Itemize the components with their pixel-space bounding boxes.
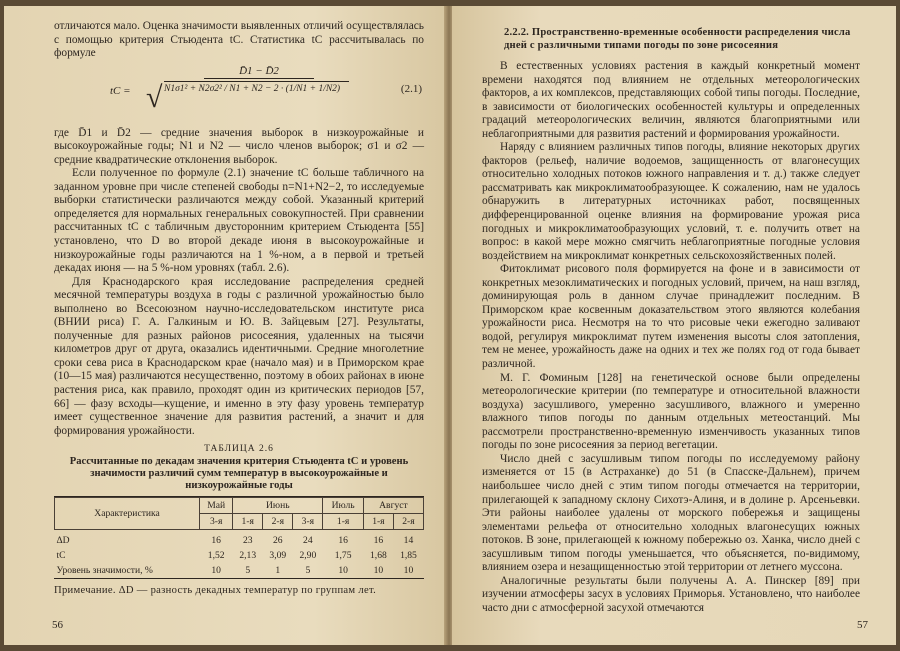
table-decade: 2-я xyxy=(263,514,293,530)
table-title: Рассчитанные по декадам значения критерия Стьюдента tC и уровень значимости различий сумм температур в высокоурожайные и низкоурожайные годы xyxy=(69,456,409,492)
table-note-label: Примечание. xyxy=(54,585,116,597)
table-char-header: Характеристика xyxy=(55,498,200,530)
table-decade: 1-я xyxy=(323,514,364,530)
paragraph-krasnodar: Для Краснодарского края исследование распределения средней месячной температуры воздуха в годы с различной урожайностью было выполнено во Всесоюзном научно-исследовательском институте риса (ВНИИ риса) Г. А. Галкиным и Ю. В. Зайцевым [27]. Результаты, полученные для разных районов рисосеяния, удаленных на тысячи километров друг от друга, оказались идентичными. Средние многолетние сроки сева риса в Краснодарском крае (начало мая) и в Приморском крае (10—15 мая) различаются несущественно, поэтому в обоих районах в июне растения риса, как правило, проходят один из критических периодов [57, 66] — фазу всходы—кущение, и именно в эту фазу уровень температур имеет существенное значение для развития растений, а значит и для формирования урожайности. xyxy=(54,275,424,437)
table-cell: 14 xyxy=(403,535,414,547)
table-cell: 1,85 xyxy=(400,550,417,562)
table-cell: 3,09 xyxy=(269,550,287,562)
table-cell: 10 xyxy=(373,565,384,577)
paragraph-5: Число дней с засушливым типом погоды по исследуемому району изменяется от 15 (в Астраханке) до 51 (в Спасске-Дальнем), причем наибольшее число дней с этим типом погоды отмечается на территории, прилегающей к западному склону Сихотэ-Алиня, и в долине р. Арсеньевки. Эти районы наиболее удалены от морского побережья и защищены элементами рельефа от относительно холодных влагонесущих южных потоков. В зоне, прилегающей к южному побережью оз. Ханка, число дней с засушливым типом погоды уменьшается, что объясняется, по-видимому, влиянием озера и незащищенностью этой территории от летнего муссона. xyxy=(482,452,860,574)
right-page xyxy=(452,6,896,645)
table-cell: 2,13 xyxy=(239,550,257,562)
table-note xyxy=(54,585,424,596)
table-month-june: Июнь xyxy=(233,498,323,514)
formula-student xyxy=(54,63,424,125)
table-row xyxy=(55,548,424,563)
table-number: ТАБЛИЦА 2.6 xyxy=(204,444,274,455)
table-cell: 16 xyxy=(211,535,221,547)
table-row xyxy=(55,530,424,549)
table-row-label: tC xyxy=(56,550,66,562)
paragraph-if: Если полученное по формуле (2.1) значение tC больше табличного на заданном уровне при числе степеней свободы n=N1+N2−2, то исследуемые выборки статистически различаются между собой. Указанный критерий определяется для нормальных генеральных совокупностей. При сравнении рассчитанных tC с табличным двусторонним критерием Стьюдента [55] установлено, что D во второй декаде июня в высокоурожайные и низкоурожайные годы различаются на 1 %-ном, а в первой и третьей декадах июня — на 5 %-ном уровнях (табл. 2.6). xyxy=(54,167,424,275)
table-row-label: Уровень значимости, % xyxy=(56,565,153,577)
table-cell: 5 xyxy=(305,565,311,577)
paragraph-3: Фитоклимат рисового поля формируется на фоне и в зависимости от конкретных мезоклиматических и погодных условий, причем, на наш взгляд, доминирующая роль в данном случае принадлежит последним. В Приморском крае косвенным доказательством этого являются колебания урожайности риса. Несмотря на то что рисовые чеки ежегодно заливают водой, регулируя микроклимат путем изменения высоты слоя затопления, тем не менее, урожайность даже на одних и тех же полях год от года бывает различной. xyxy=(482,263,860,371)
table-cell: 10 xyxy=(403,565,414,577)
table-row-label: ΔD xyxy=(56,535,70,547)
table-month-july: Июль xyxy=(323,498,364,514)
section-title: 2.2.2. Пространственно-временные особенности распределения числа дней с различными типами погоды по зоне рисосеяния xyxy=(504,27,851,51)
table-decade: 2-я xyxy=(393,514,423,530)
table-cell: 16 xyxy=(338,535,348,547)
page-number-left: 56 xyxy=(52,619,63,631)
table-row xyxy=(55,563,424,578)
table-cell: 2,90 xyxy=(299,550,317,562)
table-cell: 5 xyxy=(245,565,251,577)
sqrt-sign-icon: √ xyxy=(146,80,163,114)
table-cell: 1,75 xyxy=(334,550,352,562)
formula-number: (2.1) xyxy=(400,82,422,95)
formula-lhs: tC = xyxy=(110,84,131,97)
paragraph-4: М. Г. Фоминым [128] на генетической основе были определены метеорологические критерии (по температуре и относительной влажности воздуха) засушливого, умеренно засушливого, влажного и умеренно влажного типов погоды по данным отдельных метеостанций. Мы рассмотрели пространственно-временную изменчивость указанных типов погоды по зоне рисосеяния за период вегетации. xyxy=(482,371,860,452)
table-cell: 10 xyxy=(211,565,221,577)
table-month-may: Май xyxy=(200,498,233,514)
table-2-6 xyxy=(54,496,424,579)
page-number-right: 57 xyxy=(857,619,868,631)
table-cell: 16 xyxy=(373,535,384,547)
table-decade: 3-я xyxy=(200,514,233,530)
table-cell: 24 xyxy=(303,535,313,547)
table-cell: 1,68 xyxy=(370,550,387,562)
formula-denominator: N1σ1² + N2σ2² / N1 + N2 − 2 · (1/N1 + 1/N2) xyxy=(164,81,349,94)
table-month-august: Август xyxy=(363,498,423,514)
paragraph-1: В естественных условиях растения в каждый конкретный момент времени находятся под влиянием не отдельных метеорологических факторов, а их комплексов, представляющих собой типы погоды. Последние, в зависимости от биологических особенностей культуры и определенных градаций метеорологических величин, являются благоприятными или неблагоприятными для развития растений и формирования урожайности. xyxy=(482,60,860,140)
table-cell: 23 xyxy=(242,535,253,547)
paragraph-intro: отличаются мало. Оценка значимости выявленных отличий осуществлялась с помощью критерия Стьюдента tC. Статистика tC рассчитывалась по формуле xyxy=(54,20,424,60)
table-cell: 10 xyxy=(338,565,348,577)
table-cell: 26 xyxy=(273,535,283,547)
paragraph-2: Наряду с влиянием различных типов погоды, влияние некоторых других факторов (рельеф, наличие водоемов, защищенность от влагонесущих относительно холодных потоков южного направления и т. д.) также следует рассматривать как микроклиматообразующее. К сожалению, нам не удалось обнаружить в литературных источниках работ, посвященных дифференцированной оценке влияния на формирование урожая риса погодных и микроклиматообразующих условий, т. е. получить ответ на вопрос: в какой мере можно смягчить неблагоприятные погодные условия воздействием на микроклимат конкретных сельскохозяйственных полей. xyxy=(482,141,860,262)
table-decade: 3-я xyxy=(293,514,323,530)
paragraph-where: где D̄1 и D̄2 — средние значения выборок в низкоурожайные и высокоурожайные годы; N1 и N2 — число членов выборок; σ1 и σ2 — средние квадратические отклонения выборок. xyxy=(54,126,424,166)
left-page xyxy=(4,6,446,645)
table-decade: 1-я xyxy=(233,514,263,530)
table-cell: 1,52 xyxy=(207,550,225,562)
formula-numerator: D̄1 − D̄2 xyxy=(204,65,314,79)
paragraph-6: Аналогичные результаты были получены А. А. Пинскер [89] при изучении атмосферы засух в условиях Приморья. Установлено, что наиболее часто дни с атмосферной засухой отмечаются xyxy=(482,574,860,614)
table-note-text: ΔD — разность декадных температур по группам лет. xyxy=(118,585,377,597)
table-cell: 1 xyxy=(275,565,281,577)
table-decade: 1-я xyxy=(363,514,393,530)
